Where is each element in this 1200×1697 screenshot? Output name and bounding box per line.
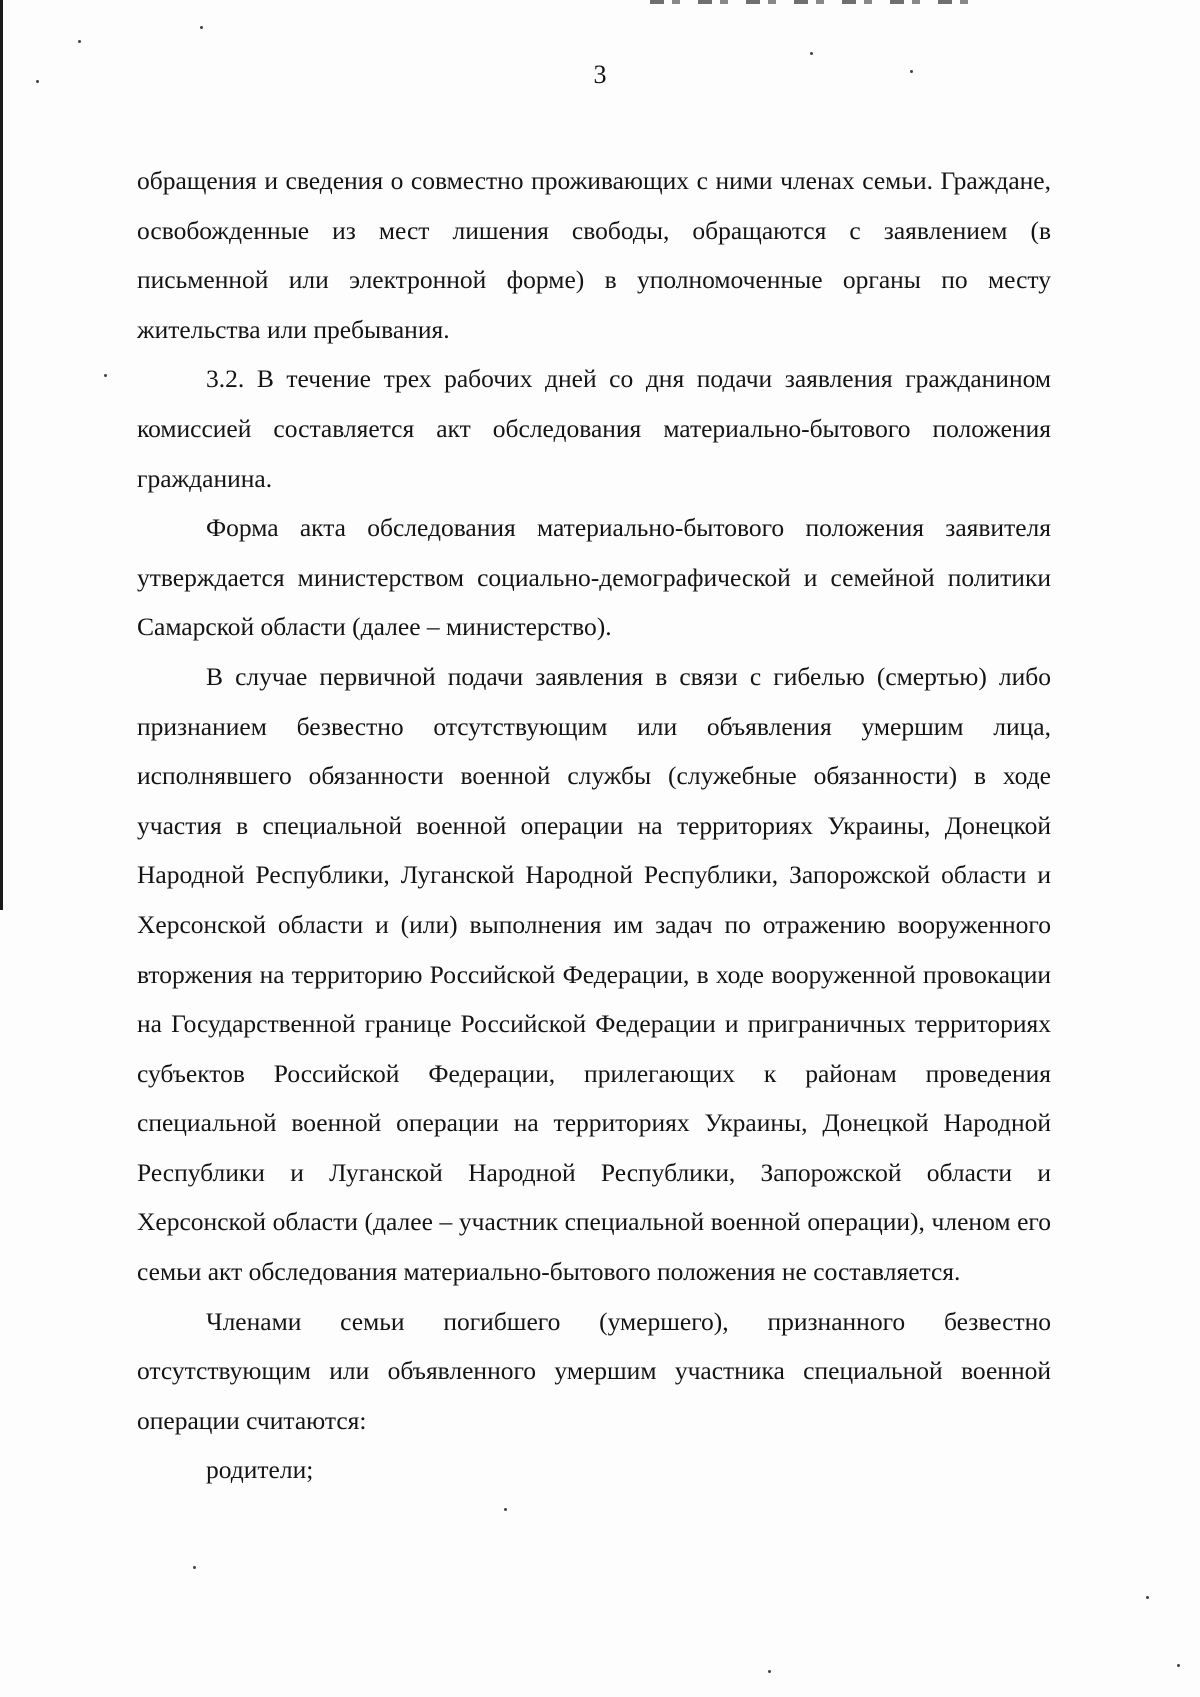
scan-speck — [910, 70, 913, 73]
paragraph-3-2: 3.2. В течение трех рабочих дней со дня подачи заявления гражданином комиссией составляется акт обследования материально-бытового положения гражданина. — [137, 364, 1051, 493]
paragraph-act-form: Форма акта обследования материально-бытового положения заявителя утверждается министерством социально-демографической и семейной политики Самарской области (далее – министерство). — [137, 513, 1051, 642]
page-number: 3 — [593, 60, 607, 89]
scan-speck — [78, 40, 81, 43]
scan-speck — [1146, 1596, 1149, 1599]
scan-speck — [1177, 1664, 1180, 1667]
scan-speck — [193, 1566, 196, 1569]
paragraph-family-members: Членами семьи погибшего (умершего), признанного безвестно отсутствующим или объявленного умершим участника специальной военной операции считаются: — [137, 1306, 1051, 1435]
paragraph-application-continuation: обращения и сведения о совместно проживающих с ними членах семьи. Граждане, освобожденные из мест лишения свободы, обращаются с заявлением (в письменной или электронной форме) в уполномоченные органы по месту жительства или пребывания. — [137, 166, 1051, 344]
scan-speck — [504, 1508, 507, 1511]
scan-speck — [36, 80, 39, 83]
scan-speck — [810, 52, 813, 55]
scan-speck — [768, 1670, 771, 1673]
scan-speck — [104, 374, 107, 377]
list-item-parents: родители; — [206, 1455, 314, 1485]
scan-top-marks — [650, 0, 980, 4]
scan-speck — [200, 26, 203, 29]
paragraph-svo-exception: В случае первичной подачи заявления в связи с гибелью (смертью) либо признанием безвестно отсутствующим или объявления умершим лица, исполнявшего обязанности военной службы (служебные обязанности) в ходе участия в специальной военной операции на территориях Украины, Донецкой Народной Республики, Луганской Народной Республики, Запорожской области и Херсонской области и (или) выполнения им задач по отражению вооруженного вторжения на территорию Российской Федерации, в ходе вооруженной провокации на Государственной границе Российской Федерации и приграничных территориях субъектов Российской Федерации, прилегающих к районам проведения специальной военной операции на территориях Украины, Донецкой Народной Республики и Луганской Народной Республики, Запорожской области и Херсонской области (далее – участник специальной военной операции), членом его семьи акт обследования материально-бытового положения не составляется. — [137, 661, 1051, 1287]
document-body — [137, 156, 1051, 1495]
scan-left-edge — [0, 0, 3, 910]
